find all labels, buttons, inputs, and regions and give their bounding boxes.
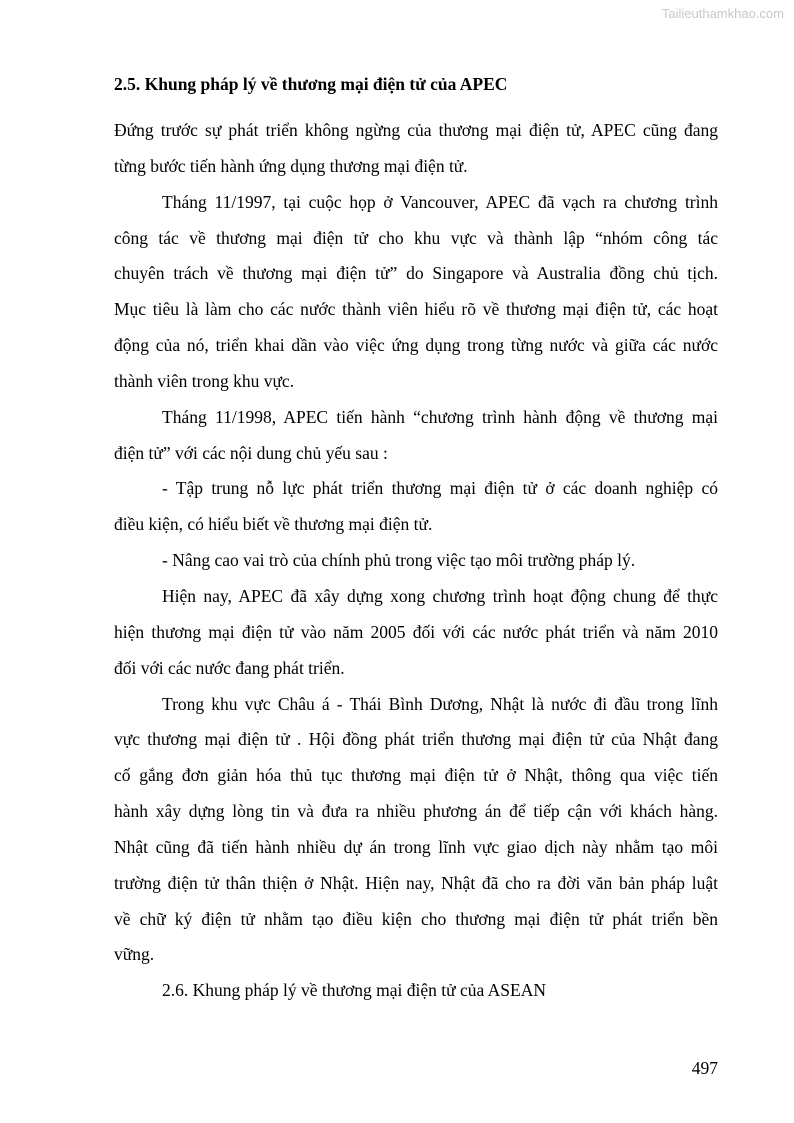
text-line: điện tử” với các nội dung chủ yếu sau : [114, 442, 388, 463]
text-line: Trong khu vực Châu á - Thái Bình Dương, Nhật là nước đi đầu trong lĩnh [162, 693, 718, 714]
text-line: 2.6. Khung pháp lý về thương mại điện tử của ASEAN [162, 980, 547, 1001]
paragraph [114, 471, 718, 543]
watermark: Tailieuthamkhao.com [661, 6, 784, 21]
text-line: Hiện nay, APEC đã xây dựng xong chương trình hoạt động chung để thực [162, 585, 718, 606]
section-heading: 2.5. Khung pháp lý về thương mại điện tử của APEC [114, 74, 508, 94]
text-line: cố gắng đơn giản hóa thủ tục thương mại điện tử ở Nhật, thông qua việc tiến [114, 765, 718, 786]
text-line: Nhật cũng đã tiến hành nhiều dự án trong lĩnh vực giao dịch này nhằm tạo môi [114, 836, 718, 857]
paragraph [114, 543, 718, 579]
text-line: hiện thương mại điện tử vào năm 2005 đối với các nước phát triển và năm 2010 [114, 621, 718, 642]
paragraph [114, 687, 718, 974]
text-line: Tháng 11/1998, APEC tiến hành “chương trình hành động về thương mại [162, 406, 718, 427]
text-line: - Tập trung nỗ lực phát triển thương mại điện tử ở các doanh nghiệp có [162, 478, 718, 499]
text-line: điều kiện, có hiểu biết về thương mại điện tử. [114, 514, 433, 535]
paragraph [114, 185, 718, 400]
text-line: động của nó, triển khai dần vào việc ứng dụng trong từng nước và giữa các nước [114, 335, 718, 356]
text-line: vững. [114, 944, 155, 965]
document-body [114, 113, 718, 1009]
text-line: công tác về thương mại điện tử cho khu vực và thành lập “nhóm công tác [114, 227, 718, 248]
text-line: trường điện tử thân thiện ở Nhật. Hiện nay, Nhật đã cho ra đời văn bản pháp luật [114, 872, 718, 893]
paragraph [114, 973, 718, 1009]
text-line: Tháng 11/1997, tại cuộc họp ở Vancouver, APEC đã vạch ra chương trình [162, 191, 718, 212]
text-line: chuyên trách về thương mại điện tử” do Singapore và Australia đồng chủ tịch. [114, 263, 718, 284]
text-line: về chữ ký điện tử nhằm tạo điều kiện cho thương mại điện tử phát triển bền [114, 908, 718, 929]
text-line: thành viên trong khu vực. [114, 370, 295, 391]
text-line: hành xây dựng lòng tin và đưa ra nhiều phương án để tiếp cận với khách hàng. [114, 801, 718, 822]
paragraph [114, 579, 718, 687]
paragraph [114, 113, 718, 185]
text-line: đối với các nước đang phát triển. [114, 657, 345, 678]
page-number: 497 [691, 1058, 718, 1078]
text-line: - Nâng cao vai trò của chính phủ trong việc tạo môi trường pháp lý. [162, 550, 636, 571]
text-line: Mục tiêu là làm cho các nước thành viên hiểu rõ về thương mại điện tử, các hoạt [114, 299, 718, 320]
paragraph [114, 400, 718, 472]
text-line: vực thương mại điện tử . Hội đồng phát triển thương mại điện tử của Nhật đang [114, 729, 718, 750]
text-line: từng bước tiến hành ứng dụng thương mại điện tử. [114, 155, 468, 176]
text-line: Đứng trước sự phát triển không ngừng của thương mại điện tử, APEC cũng đang [114, 120, 718, 140]
